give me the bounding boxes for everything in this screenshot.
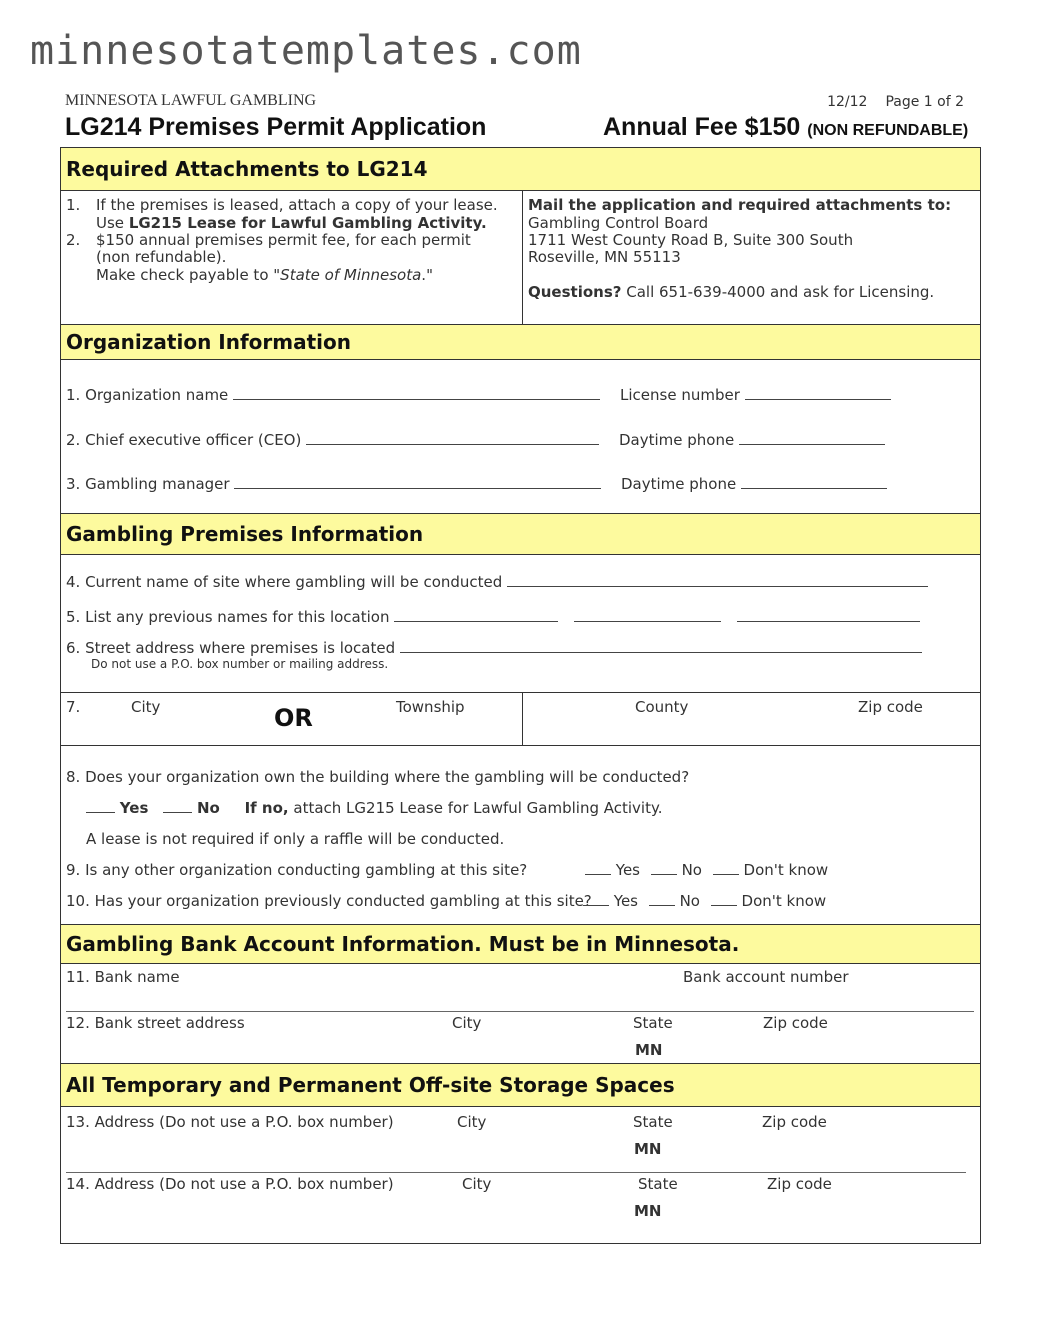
questions-line: [528, 283, 934, 301]
questions-text: Call 651-639-4000 and ask for Licensing.: [626, 283, 935, 301]
storage-zip-1-label: Zip code: [762, 1113, 827, 1131]
own-no-label: No: [196, 799, 220, 817]
own-yes-label: Yes: [119, 799, 149, 817]
attachment-1-use: Use: [96, 214, 125, 232]
mail-line-1: Gambling Control Board: [528, 214, 709, 232]
form-title: LG214 Premises Permit Application: [65, 113, 487, 141]
other-org-no-field[interactable]: [651, 863, 677, 875]
site-name-label: 4. Current name of site where gambling will be conducted: [66, 573, 503, 591]
bank-zip-label: Zip code: [763, 1014, 828, 1032]
manager-field[interactable]: [234, 477, 601, 489]
fee-note: (NON REFUNDABLE): [807, 122, 969, 139]
manager-phone-field[interactable]: [741, 477, 887, 489]
attachment-2-payee: [96, 266, 433, 284]
storage-city-2-label: City: [462, 1175, 492, 1193]
license-label: License number: [620, 386, 740, 404]
own-no-field[interactable]: [163, 801, 192, 813]
storage-zip-2-label: Zip code: [767, 1175, 832, 1193]
mail-heading: Mail the application and required attachments to:: [528, 196, 952, 214]
bank-state-value: MN: [635, 1041, 663, 1059]
other-org-answers: [585, 861, 828, 879]
location-row-bottom-line: [61, 745, 980, 746]
payee-name: State of Minnesota: [280, 266, 422, 284]
attachment-1-num: 1.: [66, 196, 81, 214]
manager-phone-label: Daytime phone: [621, 475, 737, 493]
storage-state-2-value: MN: [634, 1202, 662, 1220]
previous-name-field-1[interactable]: [394, 610, 558, 622]
previous-no-field[interactable]: [649, 894, 675, 906]
org-name-field[interactable]: [233, 388, 600, 400]
other-org-dk-field[interactable]: [713, 863, 739, 875]
bank-state-label: State: [633, 1014, 673, 1032]
agency-name: MINNESOTA LAWFUL GAMBLING: [65, 92, 317, 109]
other-org-question: 9. Is any other organization conducting gambling at this site?: [66, 861, 528, 879]
storage-address-2-label: 14. Address (Do not use a P.O. box number): [66, 1175, 394, 1193]
ceo-field[interactable]: [306, 433, 599, 445]
location-num: 7.: [66, 698, 81, 716]
annual-fee: [603, 113, 968, 142]
location-row-divider: [522, 692, 523, 745]
premises-heading: Gambling Premises Information: [61, 513, 980, 555]
check-prefix: Make check payable to ": [96, 266, 281, 284]
previous-yes-field[interactable]: [583, 894, 609, 906]
ceo-label: 2. Chief executive officer (CEO): [66, 431, 302, 449]
ceo-phone-label: Daytime phone: [619, 431, 735, 449]
previous-dk-field[interactable]: [711, 894, 737, 906]
storage-state-2-label: State: [638, 1175, 678, 1193]
previous-dk-label: Don't know: [741, 892, 827, 910]
attachment-1-lease-form: [96, 214, 487, 232]
storage-address-1-field[interactable]: [66, 1172, 966, 1173]
township-label: Township: [396, 698, 465, 716]
check-suffix: .": [421, 266, 433, 284]
fee-amount: Annual Fee $150: [603, 113, 801, 141]
previous-yes-label: Yes: [613, 892, 638, 910]
other-org-yes-label: Yes: [615, 861, 640, 879]
lease-form-name: LG215 Lease for Lawful Gambling Activity.: [128, 214, 487, 232]
own-yes-field[interactable]: [86, 801, 115, 813]
if-no-text: attach LG215 Lease for Lawful Gambling Activity.: [293, 799, 663, 817]
street-address-note: Do not use a P.O. box number or mailing address.: [91, 657, 389, 671]
ceo-phone-field[interactable]: [739, 433, 885, 445]
other-org-dk-label: Don't know: [743, 861, 829, 879]
attachment-1-text: If the premises is leased, attach a copy of your lease.: [96, 196, 498, 214]
street-address-field[interactable]: [400, 641, 922, 653]
bank-city-label: City: [452, 1014, 482, 1032]
manager-phone-row: [621, 475, 887, 493]
county-label: County: [635, 698, 689, 716]
own-building-question: 8. Does your organization own the building where the gambling will be conducted?: [66, 768, 690, 786]
ceo-row: [66, 431, 599, 449]
attachment-2-num: 2.: [66, 231, 81, 249]
previous-name-field-2[interactable]: [574, 610, 721, 622]
manager-label: 3. Gambling manager: [66, 475, 230, 493]
page-number: Page 1 of 2: [885, 94, 964, 110]
attachments-heading: Required Attachments to LG214: [61, 148, 980, 191]
raffle-note: A lease is not required if only a raffle will be conducted.: [86, 830, 505, 848]
organization-heading: Organization Information: [61, 324, 980, 360]
site-name-field[interactable]: [507, 575, 928, 587]
previous-gambling-answers: [583, 892, 826, 910]
or-label: OR: [274, 704, 313, 732]
previous-no-label: No: [679, 892, 700, 910]
ceo-phone-row: [619, 431, 885, 449]
storage-state-1-label: State: [633, 1113, 673, 1131]
license-field[interactable]: [745, 388, 891, 400]
city-label: City: [131, 698, 161, 716]
previous-names-label: 5. List any previous names for this location: [66, 608, 390, 626]
form-date-page: [827, 94, 964, 110]
storage-heading: All Temporary and Permanent Off-site Storage Spaces: [61, 1063, 980, 1107]
previous-name-field-3[interactable]: [737, 610, 920, 622]
storage-city-1-label: City: [457, 1113, 487, 1131]
storage-address-1-label: 13. Address (Do not use a P.O. box number): [66, 1113, 394, 1131]
bank-name-field[interactable]: [66, 1011, 974, 1012]
location-zip-label: Zip code: [858, 698, 923, 716]
bank-account-label: Bank account number: [683, 968, 849, 986]
other-org-no-label: No: [681, 861, 702, 879]
location-row-top-line: [61, 692, 980, 693]
attachment-2-note: (non refundable).: [96, 248, 227, 266]
mail-line-2: 1711 West County Road B, Suite 300 South: [528, 231, 854, 249]
questions-label: Questions?: [528, 283, 622, 301]
manager-row: [66, 475, 601, 493]
bank-address-label: 12. Bank street address: [66, 1014, 245, 1032]
attachments-divider: [522, 191, 523, 324]
mail-line-3: Roseville, MN 55113: [528, 248, 681, 266]
if-no-label: If no,: [244, 799, 289, 817]
license-row: [620, 386, 891, 404]
form-date: 12/12: [827, 94, 868, 110]
site-name-row: [66, 573, 928, 591]
permit-form: [60, 147, 981, 1244]
previous-gambling-question: 10. Has your organization previously conducted gambling at this site?: [66, 892, 592, 910]
bank-heading: Gambling Bank Account Information. Must be in Minnesota.: [61, 924, 980, 964]
attachment-2-text: $150 annual premises permit fee, for each permit: [96, 231, 471, 249]
other-org-yes-field[interactable]: [585, 863, 611, 875]
own-building-answers: [86, 799, 663, 817]
storage-state-1-value: MN: [634, 1140, 662, 1158]
previous-names-row: [66, 608, 920, 626]
street-address-row: [66, 639, 922, 657]
bank-name-label: 11. Bank name: [66, 968, 180, 986]
org-name-row: [66, 386, 600, 404]
org-name-label: 1. Organization name: [66, 386, 229, 404]
site-watermark: minnesotatemplates.com: [30, 28, 582, 74]
street-address-label: 6. Street address where premises is located: [66, 639, 396, 657]
